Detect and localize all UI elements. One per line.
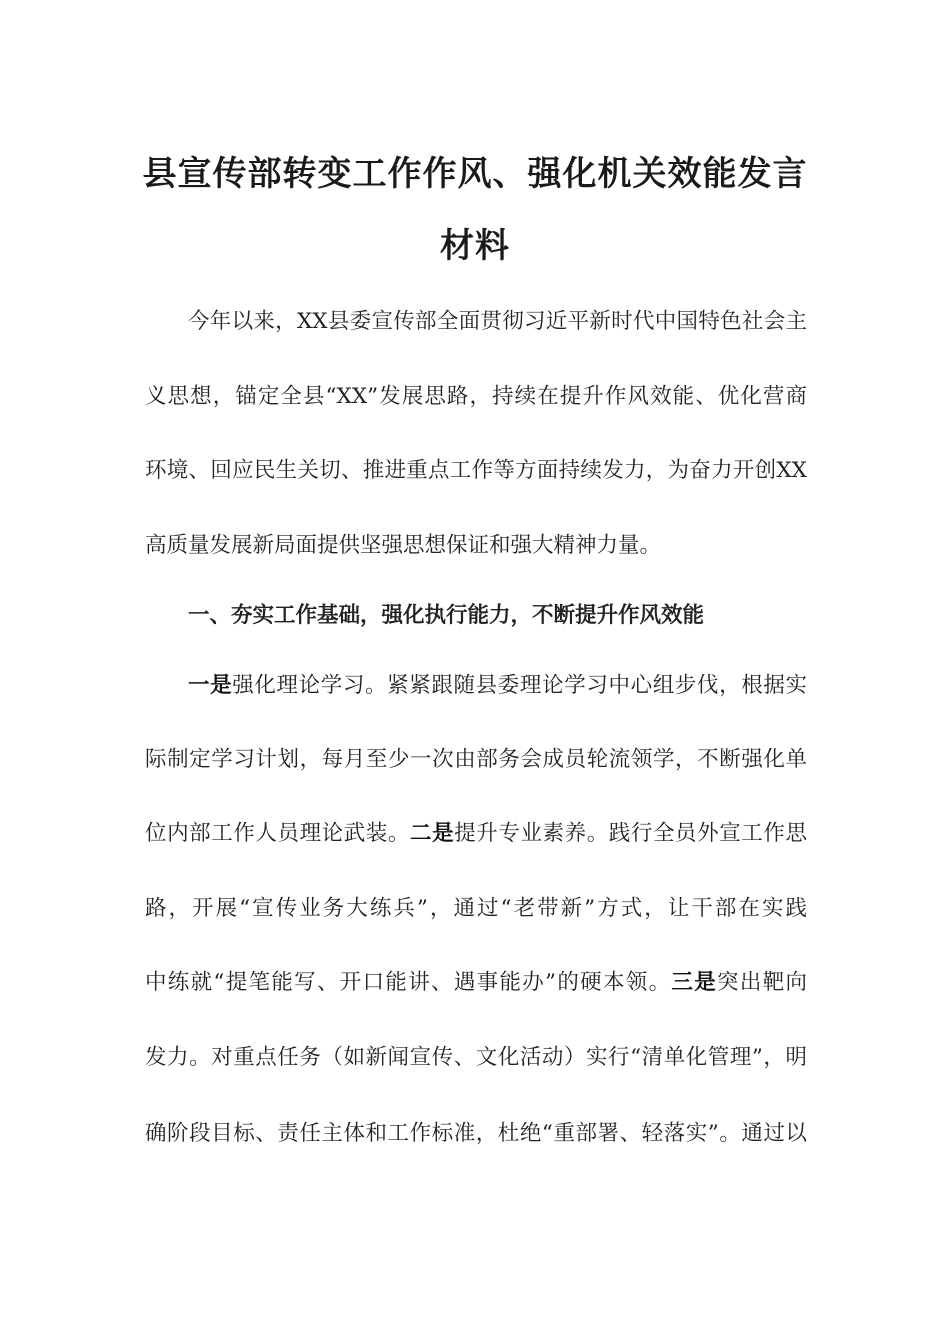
paragraph-line [145, 819, 807, 849]
section-heading: 一、夯实工作基础，强化执行能力，不断提升作风效能 [188, 603, 705, 628]
paragraph-line: 际制定学习计划，每月至少一次由部务会成员轮流领学，不断强化单 [145, 747, 807, 772]
text: 提升专业素养。践行全员外宣工作思 [454, 821, 807, 846]
paragraph-line: 环境、回应民生关切、推进重点工作等方面持续发力，为奋力开创XX [145, 458, 807, 483]
paragraph-line: 义思想，锚定全县“XX”发展思路，持续在提升作风效能、优化营商 [145, 384, 807, 409]
paragraph-line: 今年以来，XX县委宣传部全面贯彻习近平新时代中国特色社会主 [188, 309, 807, 334]
paragraph-line: 确阶段目标、责任主体和工作标准，杜绝“重部署、轻落实”。通过以 [145, 1121, 807, 1146]
bold-lead: 一是 [188, 673, 233, 698]
text: 突出靶向 [717, 970, 807, 995]
paragraph-line: 发力。对重点任务（如新闻宣传、文化活动）实行“清单化管理”，明 [145, 1045, 807, 1070]
bold-lead: 三是 [671, 970, 718, 995]
bold-lead: 二是 [410, 821, 455, 846]
paragraph-line [188, 671, 807, 701]
document-title-line-1: 县宣传部转变工作作风、强化机关效能发言 [142, 154, 808, 194]
text: 中练就“提笔能写、开口能讲、遇事能办”的硬本领。 [145, 970, 672, 995]
paragraph-line [145, 968, 807, 998]
text: 位内部工作人员理论武装。 [145, 821, 411, 846]
paragraph-line: 路，开展“宣传业务大练兵”，通过“老带新”方式，让干部在实践 [145, 896, 807, 921]
document-title-line-2: 材料 [440, 226, 510, 266]
text: 强化理论学习。紧紧跟随县委理论学习中心组步伐，根据实 [232, 673, 807, 698]
paragraph-line: 高质量发展新局面提供坚强思想保证和强大精神力量。 [145, 533, 662, 558]
